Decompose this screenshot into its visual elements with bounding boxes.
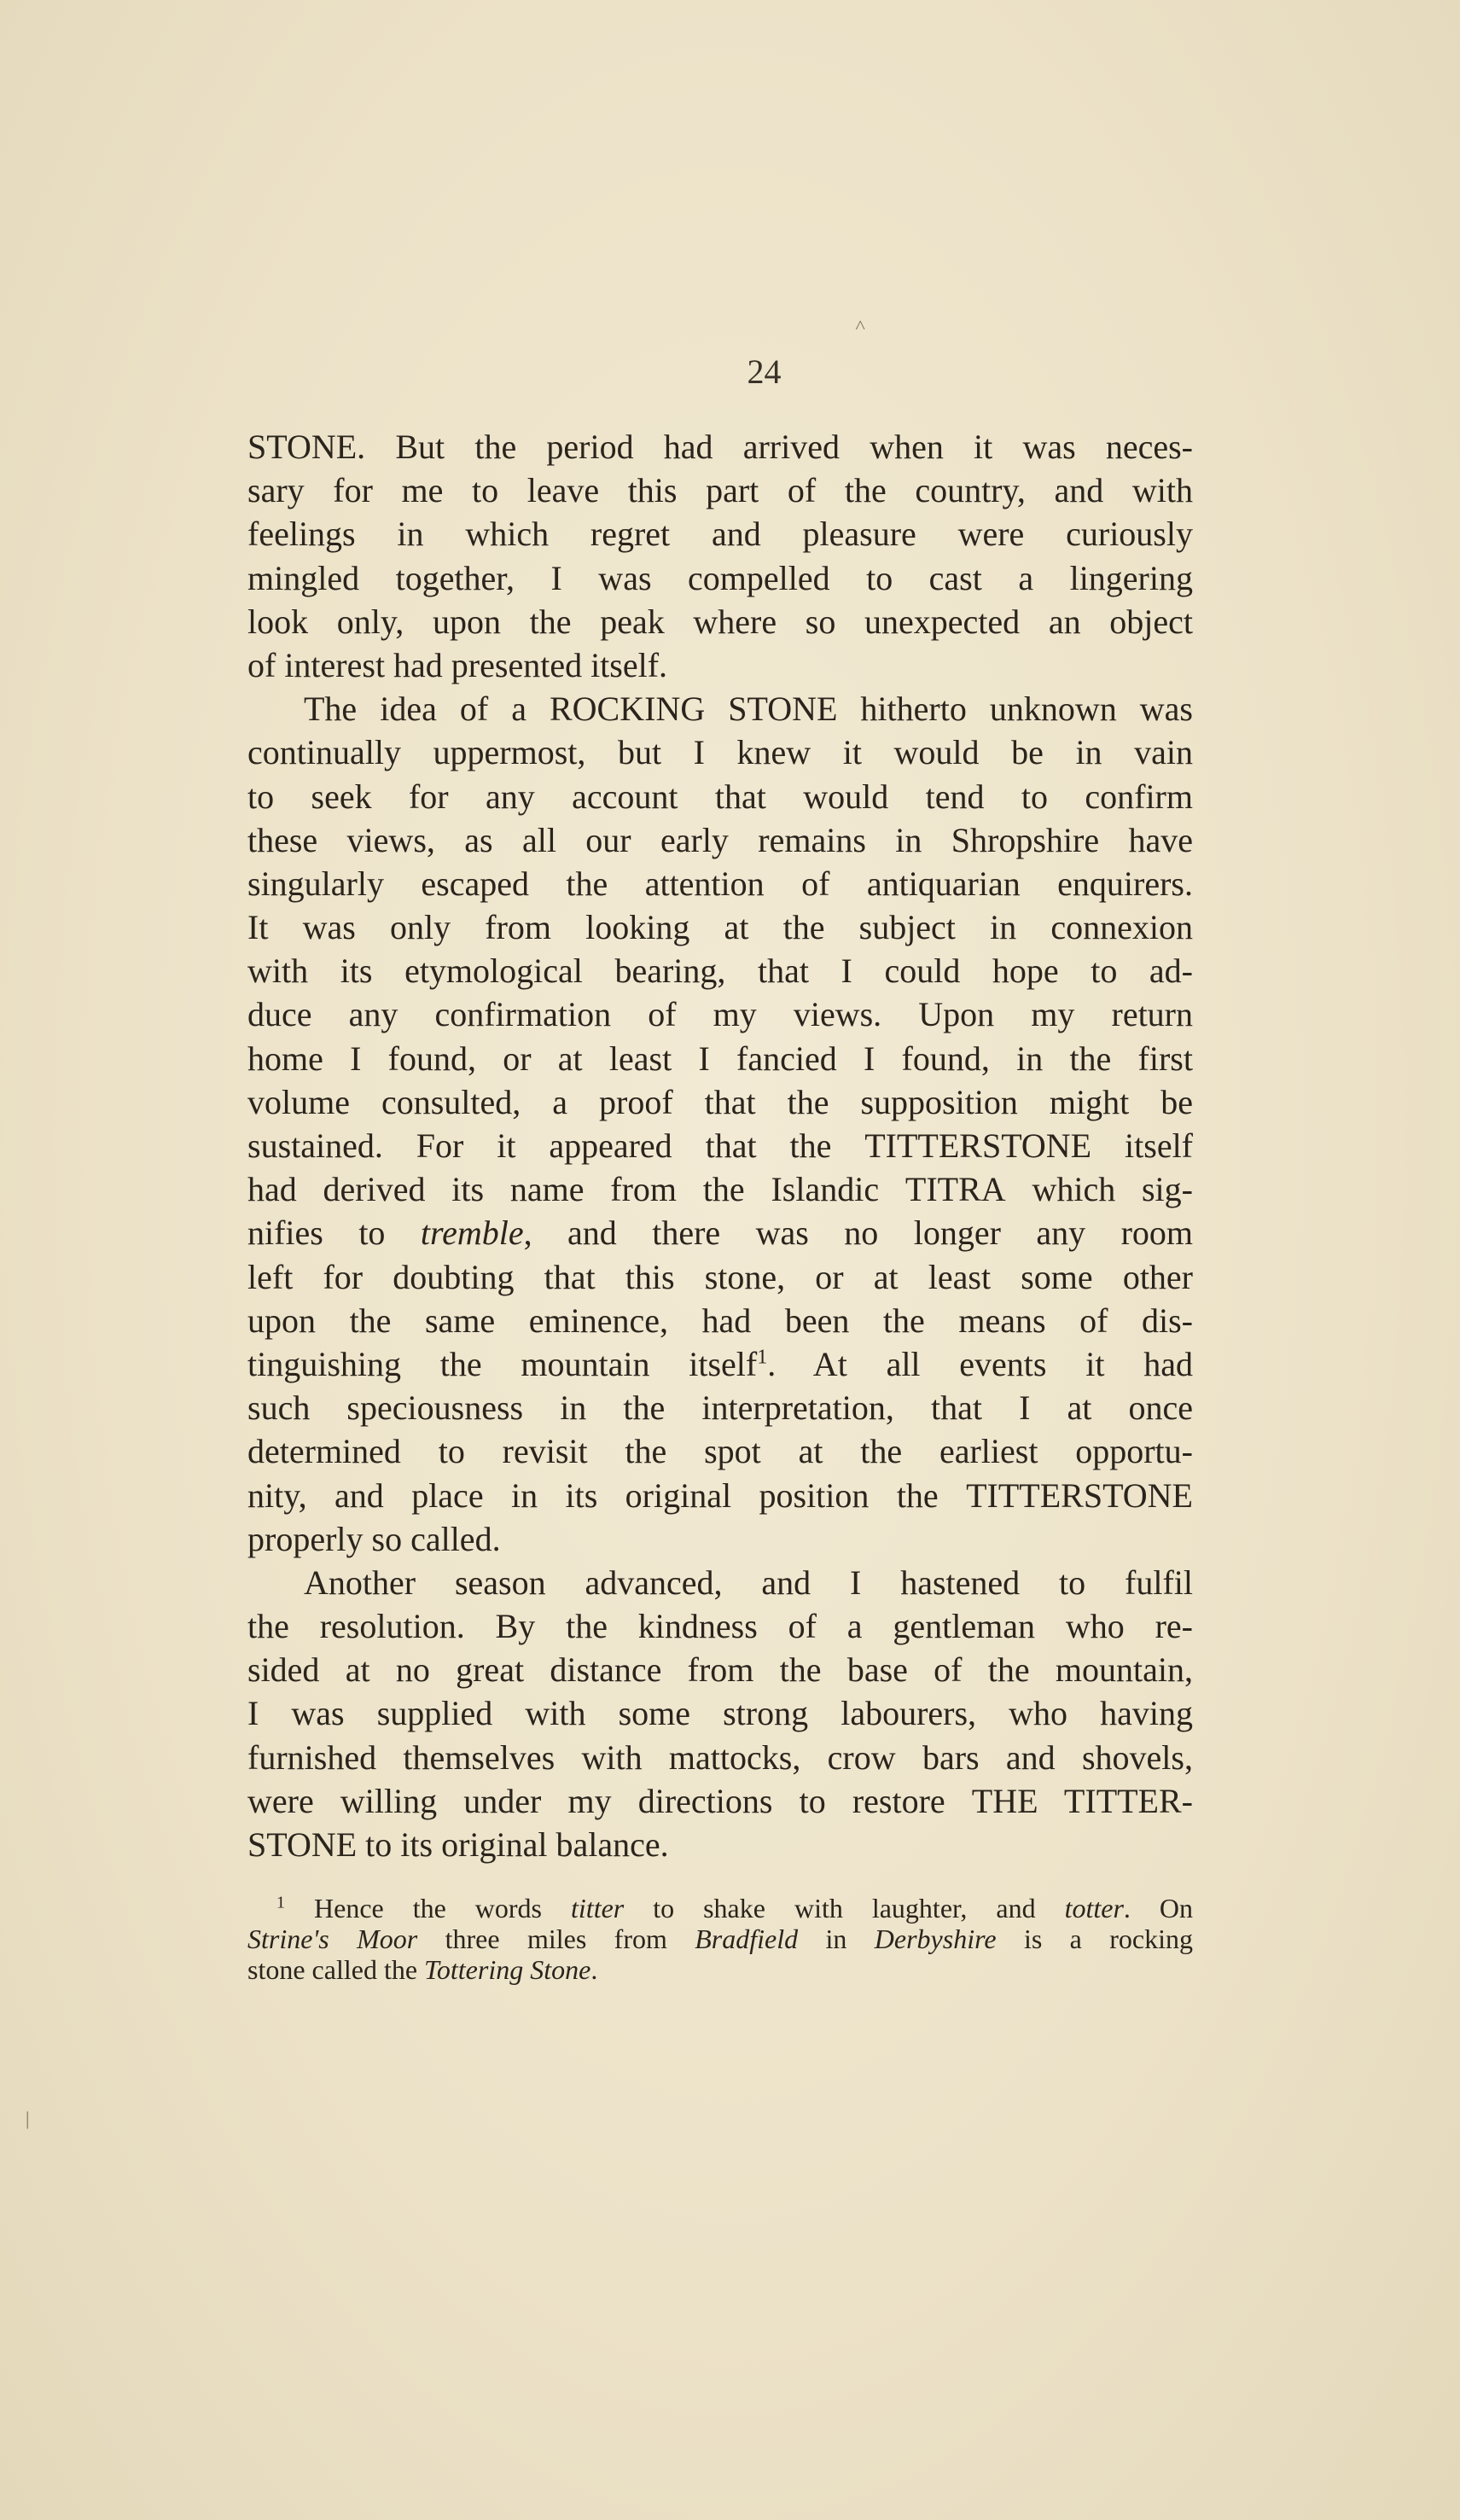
text-line: look only, upon the peak where so unexpected an object xyxy=(247,602,1193,641)
text-line: mingled together, I was compelled to cast a lingering xyxy=(247,558,1193,597)
text-line: home I found, or at least I fancied I found, in the first xyxy=(247,1039,1193,1078)
text-line: determined to revisit the spot at the earliest opportu- xyxy=(247,1432,1193,1471)
text-line: feelings in which regret and pleasure were curiously xyxy=(247,515,1193,554)
text-line: left for doubting that this stone, or at least some other xyxy=(247,1257,1193,1296)
text-line: continually uppermost, but I knew it would be in vain xyxy=(247,733,1193,772)
text-line: had derived its name from the Islandic TITRA which sig- xyxy=(247,1170,1193,1209)
text-line: sustained. For it appeared that the TITTERSTONE itself xyxy=(247,1126,1193,1165)
footnote-marker: 1 xyxy=(276,1893,285,1912)
text-line: The idea of a ROCKING STONE hitherto unknown was xyxy=(304,690,1193,729)
body-text xyxy=(247,425,1193,1866)
footnote-line: stone called the Tottering Stone. xyxy=(247,1954,598,1985)
text-line: to seek for any account that would tend to confirm xyxy=(247,777,1193,816)
text-line: sary for me to leave this part of the country, and with xyxy=(247,471,1193,510)
text-line: upon the same eminence, had been the means of dis- xyxy=(247,1301,1193,1340)
text-line: were willing under my directions to restore THE TITTER- xyxy=(247,1781,1193,1820)
footnote-line: Strine's Moor three miles from Bradfield in Derbyshire is a rocking xyxy=(247,1923,1193,1954)
footnote xyxy=(247,1893,1193,1985)
text-line: duce any confirmation of my views. Upon my return xyxy=(247,995,1193,1034)
text-line: STONE to its original balance. xyxy=(247,1825,669,1864)
footnote-reference: 1 xyxy=(757,1346,768,1369)
text-line: furnished themselves with mattocks, crow bars and shovels, xyxy=(247,1737,1193,1777)
text-line: sided at no great distance from the base of the mountain, xyxy=(247,1650,1193,1690)
text-line: properly so called. xyxy=(247,1519,501,1558)
text-line: I was supplied with some strong labourers, who having xyxy=(247,1694,1193,1733)
text-line: STONE. But the period had arrived when it was neces- xyxy=(247,428,1193,466)
text-line: Another season advanced, and I hastened to fulfil xyxy=(304,1563,1193,1602)
ink-speck: | xyxy=(26,2108,30,2129)
page-number: 24 xyxy=(747,352,782,391)
text-line: nifies to tremble, and there was no longer any room xyxy=(247,1213,1193,1253)
text-line: tinguishing the mountain itself$^1$. At all events it had xyxy=(247,1344,1193,1383)
text-line: volume consulted, a proof that the supposition might be xyxy=(247,1082,1193,1121)
text-line: with its etymological bearing, that I could hope to ad- xyxy=(247,952,1193,991)
text-line: nity, and place in its original position the TITTERSTONE xyxy=(247,1475,1193,1515)
text-line: such speciousness in the interpretation, that I at once xyxy=(247,1388,1193,1428)
ink-speck: ˄ xyxy=(855,314,866,335)
text-line: these views, as all our early remains in Shropshire have xyxy=(247,820,1193,859)
footnote-line: $^1$ Hence the words titter to shake with laughter, and totter. On xyxy=(276,1893,1193,1923)
text-line: It was only from looking at the subject in connexion xyxy=(247,908,1193,947)
text-line: of interest had presented itself. xyxy=(247,645,668,684)
text-line: singularly escaped the attention of antiquarian enquirers. xyxy=(247,864,1193,903)
text-line: the resolution. By the kindness of a gentleman who re- xyxy=(247,1607,1193,1646)
